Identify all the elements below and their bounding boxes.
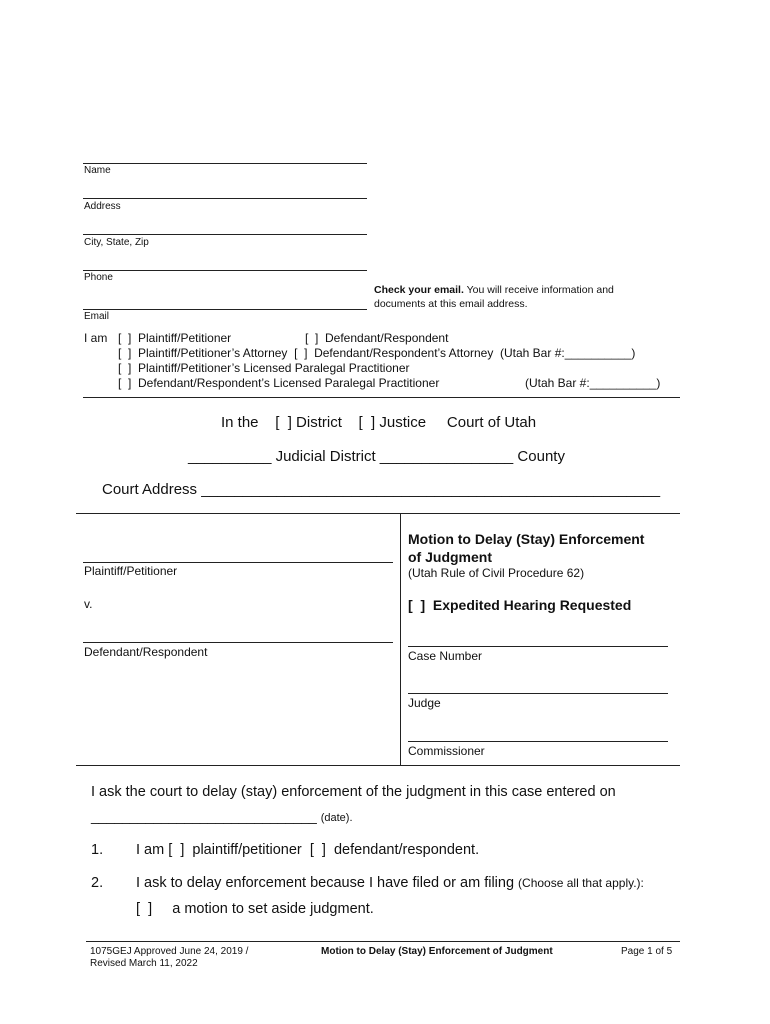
name-line[interactable]: [83, 163, 367, 164]
court-type-line[interactable]: In the [ ] District [ ] Justice Court of Utah: [221, 414, 537, 431]
city-label: City, State, Zip: [84, 237, 149, 248]
i-am-attorney-options[interactable]: [ ] Plaintiff/Petitioner’s Attorney [ ] Defendant/Respondent’s Attorney (Utah Bar #:__________): [118, 346, 636, 360]
defendant-label: Defendant/Respondent: [84, 645, 208, 659]
i-am-plaintiff-lpp-option[interactable]: [ ] Plaintiff/Petitioner’s Licensed Paralegal Practitioner: [118, 361, 410, 375]
i-am-prefix: I am: [84, 331, 108, 345]
i-am-defendant-option[interactable]: [ ] Defendant/Respondent: [305, 331, 449, 345]
entered-date-line[interactable]: [91, 808, 353, 824]
case-number-line[interactable]: [408, 646, 668, 647]
court-address-line[interactable]: Court Address _______________________________________________________: [102, 481, 661, 498]
utah-bar-field[interactable]: (Utah Bar #:__________): [525, 376, 661, 390]
page-number: Page 1 of 5: [621, 946, 673, 957]
email-note-rest: You will receive information and: [463, 284, 614, 296]
email-line[interactable]: [83, 309, 367, 310]
i-am-defendant-lpp-option[interactable]: [ ] Defendant/Respondent’s Licensed Paralegal Practitioner: [118, 376, 440, 390]
email-note-line2: documents at this email address.: [374, 298, 528, 310]
footer-divider: [86, 941, 680, 942]
plaintiff-line[interactable]: [83, 562, 393, 563]
case-number-label: Case Number: [408, 649, 483, 663]
caption-divider: [400, 513, 401, 765]
motion-title-line1: Motion to Delay (Stay) Enforcement: [408, 531, 645, 547]
motion-title-line2: of Judgment: [408, 549, 492, 565]
commissioner-line[interactable]: [408, 741, 668, 742]
phone-label: Phone: [84, 272, 113, 283]
item1-number: 1.: [91, 842, 104, 858]
email-note-bold: Check your email.: [374, 284, 464, 296]
commissioner-label: Commissioner: [408, 744, 485, 758]
item1-text[interactable]: I am [ ] plaintiff/petitioner [ ] defendant/respondent.: [136, 842, 480, 858]
caption-bottom-border: [76, 765, 680, 766]
item2-text: [136, 875, 644, 891]
item2-main: I ask to delay enforcement because I have filed or am filing: [136, 875, 519, 891]
district-county-line[interactable]: __________ Judicial District ________________ County: [188, 448, 565, 465]
item2-instruction: (Choose all that apply.):: [518, 876, 644, 890]
set-aside-motion-checkbox[interactable]: [ ] a motion to set aside judgment.: [136, 901, 374, 917]
address-label: Address: [84, 201, 121, 212]
email-note: [374, 284, 614, 296]
expedited-hearing-checkbox[interactable]: [ ] Expedited Hearing Requested: [408, 597, 632, 613]
plaintiff-label: Plaintiff/Petitioner: [84, 564, 178, 578]
footer-title: Motion to Delay (Stay) Enforcement of Judgment: [321, 946, 553, 957]
intro-paragraph: I ask the court to delay (stay) enforcement of the judgment in this case entered on: [91, 784, 616, 800]
city-line[interactable]: [83, 234, 367, 235]
versus-label: v.: [84, 597, 93, 611]
defendant-line[interactable]: [83, 642, 393, 643]
i-am-plaintiff-option[interactable]: [ ] Plaintiff/Petitioner: [118, 331, 232, 345]
email-label: Email: [84, 311, 110, 322]
date-label: (date).: [320, 812, 353, 824]
revised-date: Revised March 11, 2022: [90, 958, 198, 969]
section-divider: [83, 397, 680, 398]
form-id: 1075GEJ Approved June 24, 2019 /: [90, 946, 249, 957]
judge-label: Judge: [408, 696, 441, 710]
address-line[interactable]: [83, 198, 367, 199]
name-label: Name: [84, 165, 111, 176]
item2-number: 2.: [91, 875, 104, 891]
date-blank[interactable]: _____________________________: [91, 808, 317, 824]
phone-line[interactable]: [83, 270, 367, 271]
judge-line[interactable]: [408, 693, 668, 694]
rule-reference: (Utah Rule of Civil Procedure 62): [408, 566, 585, 580]
caption-top-border: [76, 513, 680, 514]
